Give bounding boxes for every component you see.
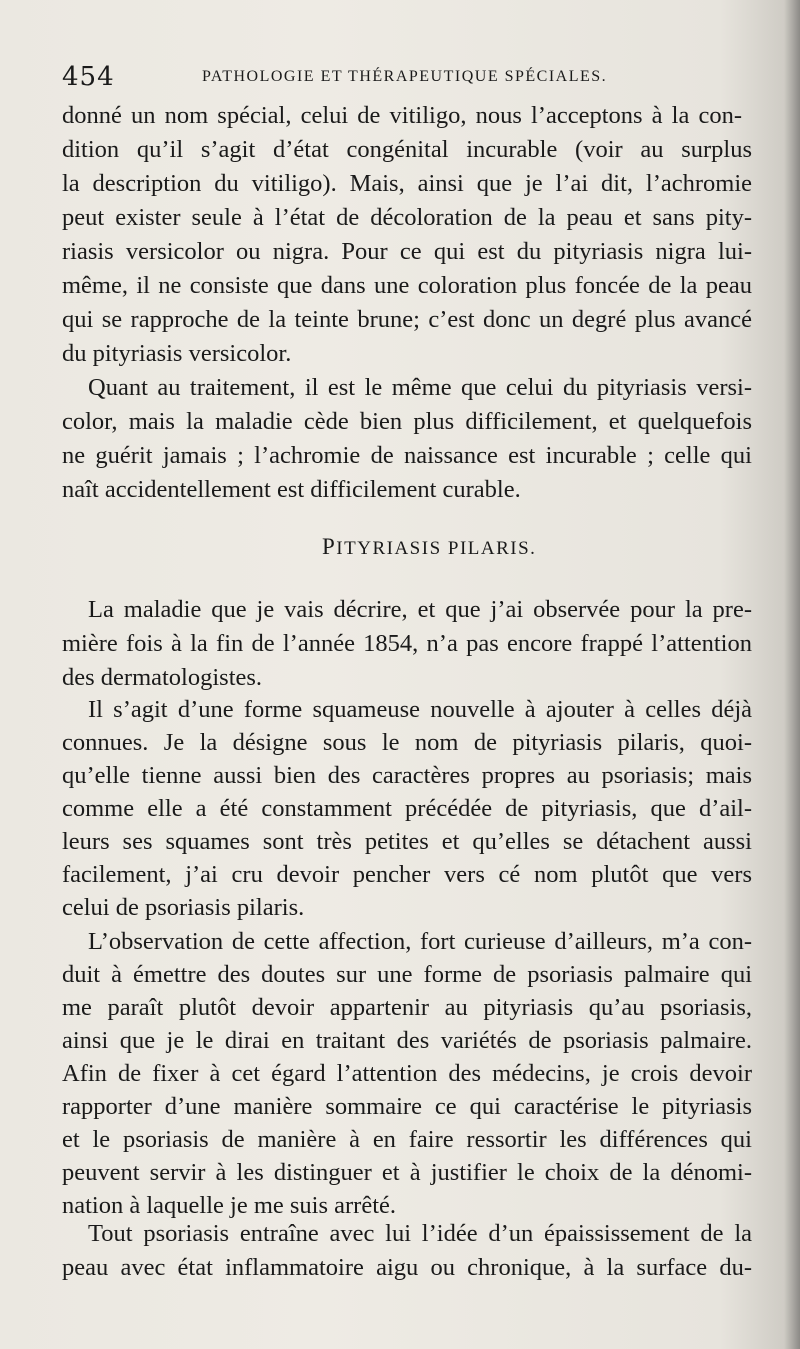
text-line: celui de psoriasis pilaris. xyxy=(62,894,305,921)
text-line: et le psoriasis de manière à en faire ressortir les différences qui xyxy=(62,1126,752,1153)
text-line: dition qu’il s’agit d’état congénital incurable (voir au surplus xyxy=(62,136,752,163)
text-line: mière fois à la fin de l’année 1854, n’a pas encore frappé l’attention xyxy=(62,630,752,657)
text-line: la description du vitiligo). Mais, ainsi que je l’ai dit, l’achromie xyxy=(62,170,752,197)
text-line: des dermatologistes. xyxy=(62,664,263,691)
text-line: naît accidentellement est difficilement curable. xyxy=(62,476,521,503)
text-line: peut exister seule à l’état de décoloration de la peau et sans pity- xyxy=(62,204,752,231)
text-line: du pityriasis versicolor. xyxy=(62,340,292,367)
text-line: leurs ses squames sont très petites et qu’elles se détachent aussi xyxy=(62,828,752,855)
text-line: duit à émettre des doutes sur une forme de psoriasis palmaire qui xyxy=(62,961,752,988)
text-line: qui se rapproche de la teinte brune; c’est donc un degré plus avancé xyxy=(62,306,752,333)
section-heading xyxy=(322,534,536,560)
text-line: La maladie que je vais décrire, et que j’ai observée pour la pre- xyxy=(88,596,752,623)
text-line: même, il ne consiste que dans une coloration plus foncée de la peau xyxy=(62,272,752,299)
page-header xyxy=(62,62,742,98)
text-line: ne guérit jamais ; l’achromie de naissance est incurable ; celle qui xyxy=(62,442,752,469)
text-line: peau avec état inflammatoire aigu ou chronique, à la surface du- xyxy=(62,1254,752,1281)
page-number: 454 xyxy=(62,62,115,92)
running-title: PATHOLOGIE ET THÉRAPEUTIQUE SPÉCIALES. xyxy=(202,68,608,85)
text-line: Tout psoriasis entraîne avec lui l’idée d’un épaississement de la xyxy=(88,1220,752,1247)
text-line: comme elle a été constamment précédée de pityriasis, que d’ail- xyxy=(62,795,752,822)
text-line: peuvent servir à les distinguer et à justifier le choix de la dénomi- xyxy=(62,1159,752,1186)
text-line: rapporter d’une manière sommaire ce qui caractérise le pityriasis xyxy=(62,1093,752,1120)
section-heading-initial: P xyxy=(322,534,337,559)
text-line: Il s’agit d’une forme squameuse nouvelle à ajouter à celles déjà xyxy=(88,696,752,723)
text-line: Quant au traitement, il est le même que celui du pityriasis versi- xyxy=(88,374,752,401)
text-line: me paraît plutôt devoir appartenir au pityriasis qu’au psoriasis, xyxy=(62,994,752,1021)
text-line: nation à laquelle je me suis arrêté. xyxy=(62,1192,397,1219)
text-line: Afin de fixer à cet égard l’attention des médecins, je crois devoir xyxy=(62,1060,752,1087)
text-line: donné un nom spécial, celui de vitiligo, nous l’acceptons à la con- xyxy=(62,102,742,129)
text-line: facilement, j’ai cru devoir pencher vers cé nom plutôt que vers xyxy=(62,861,752,888)
text-line: riasis versicolor ou nigra. Pour ce qui est du pityriasis nigra lui- xyxy=(62,238,752,265)
text-line: L’observation de cette affection, fort curieuse d’ailleurs, m’a con- xyxy=(88,928,752,955)
text-line: qu’elle tienne aussi bien des caractères propres au psoriasis; mais xyxy=(62,762,752,789)
text-line: color, mais la maladie cède bien plus difficilement, et quelquefois xyxy=(62,408,752,435)
text-line: ainsi que je le dirai en traitant des variétés de psoriasis palmaire. xyxy=(62,1027,752,1054)
text-line: connues. Je la désigne sous le nom de pityriasis pilaris, quoi- xyxy=(62,729,752,756)
section-heading-rest: ITYRIASIS PILARIS. xyxy=(336,538,537,559)
